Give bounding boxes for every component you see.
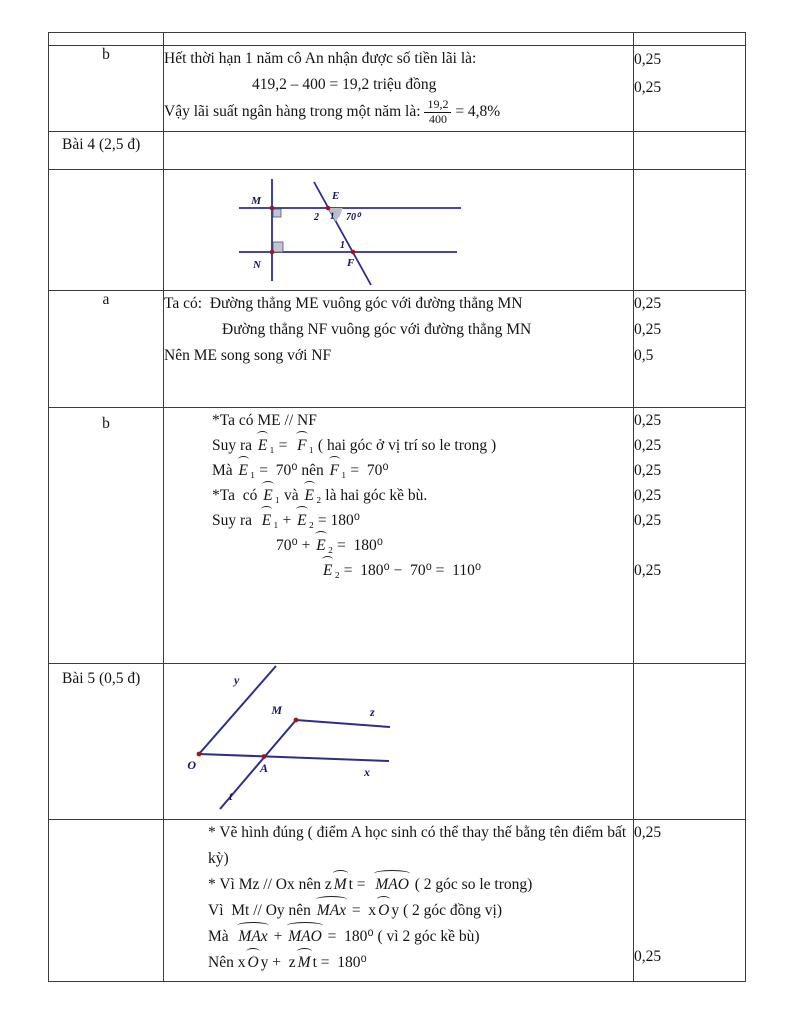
row-label: a	[102, 291, 110, 308]
right-angle-mark-M	[273, 209, 281, 217]
points-value: 0,25	[634, 824, 662, 841]
solution-line: Hết thời hạn 1 năm cô An nhận được số tiền lãi là:	[164, 50, 477, 67]
point-label-N: N	[253, 259, 261, 271]
points-value: 0,25	[634, 462, 662, 479]
ray-label-x: x	[364, 765, 370, 779]
solution-line: Mà MAx + MAO = 180⁰ ( vì 2 góc kề bù)	[208, 924, 633, 950]
solution-line: * Vẽ hình đúng ( điểm A học sinh có thể thay thế bằng tên điểm bất kỳ)	[208, 824, 631, 867]
points-cell	[634, 46, 746, 132]
table-row-bai5-solution	[49, 820, 746, 982]
figure-cell	[164, 664, 634, 820]
solution-line: Nên x O y + z M t = 180⁰	[208, 950, 633, 976]
ray-label-t: t	[229, 789, 233, 803]
solution-line: *Ta có ME // NF	[212, 412, 317, 429]
point-label-E: E	[332, 190, 340, 202]
solution-line: Suy ra E ₁ = F ₁ ( hai góc ở vị trí so le trong )	[212, 433, 633, 458]
exercise-header: Bài 4 (2,5 đ)	[62, 136, 141, 153]
point-label-A: A	[260, 761, 269, 775]
table-row-partial-top	[49, 33, 746, 46]
points-cell	[634, 820, 746, 982]
row-label-cell	[49, 408, 164, 664]
row-label: b	[102, 415, 110, 432]
points-value: 0,25	[634, 948, 662, 965]
points-value: 0,25	[634, 51, 662, 68]
solution-cell	[164, 291, 634, 408]
angle-label-1-at-E: 1	[330, 211, 335, 221]
row-label-cell	[49, 46, 164, 132]
points-value: 0,25	[634, 487, 662, 504]
points-value: 0,25	[634, 79, 662, 96]
empty-cell	[49, 33, 164, 46]
solution-line: 70⁰ + E ₂ = 180⁰	[276, 533, 633, 558]
point-label-M: M	[251, 195, 261, 207]
solution-line: Nên ME song song với NF	[164, 347, 332, 364]
table-row-bai4-figure	[49, 170, 746, 291]
points-value: 0,25	[634, 437, 662, 454]
ray-label-z: z	[370, 705, 375, 719]
solution-line: 419,2 – 400 = 19,2 triệu đồng	[252, 76, 437, 93]
right-angle-mark-N	[273, 242, 283, 252]
solution-line: * Vì Mz // Ox nên z M t = MAO ( 2 góc so le trong)	[208, 872, 633, 898]
exercise-header: Bài 5 (0,5 đ)	[62, 670, 141, 687]
solution-cell	[164, 46, 634, 132]
table-row-bai4-header	[49, 132, 746, 170]
solution-cell	[164, 820, 634, 982]
points-value: 0,25	[634, 321, 662, 338]
table-row-bai4b	[49, 408, 746, 664]
empty-cell	[634, 33, 746, 46]
figure-parallel-lines-MN-EF	[194, 172, 464, 290]
table-row-bai3b	[49, 46, 746, 132]
points-value: 0,5	[634, 347, 654, 364]
angle-label-2: 2	[314, 212, 319, 223]
point-label-F: F	[347, 257, 355, 269]
points-cell	[634, 291, 746, 408]
points-cell	[634, 408, 746, 664]
empty-cell	[634, 170, 746, 291]
angle-label-1-at-F: 1	[340, 240, 345, 251]
answer-key-table	[48, 32, 746, 982]
exercise-header-cell	[49, 664, 164, 820]
empty-cell	[164, 132, 634, 170]
table-row-bai4a	[49, 291, 746, 408]
points-value: 0,25	[634, 412, 662, 429]
solution-line: Suy ra E ₁ + E ₂ = 180⁰	[212, 508, 633, 533]
solution-line: Đường thẳng NF vuông góc với đường thẳng MN	[222, 321, 532, 338]
point-label-O: O	[187, 758, 196, 772]
solution-line: Vì Mt // Oy nên MAx = x O y ( 2 góc đồng vị)	[208, 898, 633, 924]
solution-line: *Ta có E ₁ và E ₂ là hai góc kề bù.	[212, 483, 633, 508]
solution-line: Ta có: Đường thẳng ME vuông góc với đường thẳng MN	[164, 295, 523, 312]
row-label: b	[102, 46, 110, 63]
solution-line: E ₂ = 180⁰ − 70⁰ = 110⁰	[321, 558, 633, 583]
table-row-bai5-figure	[49, 664, 746, 820]
solution-line: Mà E ₁ = 70⁰ nên F ₁ = 70⁰	[212, 458, 633, 483]
empty-cell	[164, 33, 634, 46]
solution-line-with-fraction: Vậy lãi suất ngân hàng trong một năm là: $\frac{19,2}{400}$ = 4,8%	[164, 97, 501, 126]
empty-cell	[634, 664, 746, 820]
figure-rays-Oxy-Mzt	[174, 664, 414, 814]
exercise-header-cell	[49, 132, 164, 170]
points-value: 0,25	[634, 562, 662, 579]
ray-label-y: y	[234, 673, 240, 687]
empty-cell	[634, 132, 746, 170]
empty-cell	[49, 170, 164, 291]
angle-label-70: 70⁰	[346, 212, 361, 223]
figure-cell	[164, 170, 634, 291]
empty-cell	[49, 820, 164, 982]
point-label-M: M	[271, 703, 282, 717]
points-value: 0,25	[634, 295, 662, 312]
row-label-cell	[49, 291, 164, 408]
points-value: 0,25	[634, 512, 662, 529]
solution-cell	[164, 408, 634, 664]
